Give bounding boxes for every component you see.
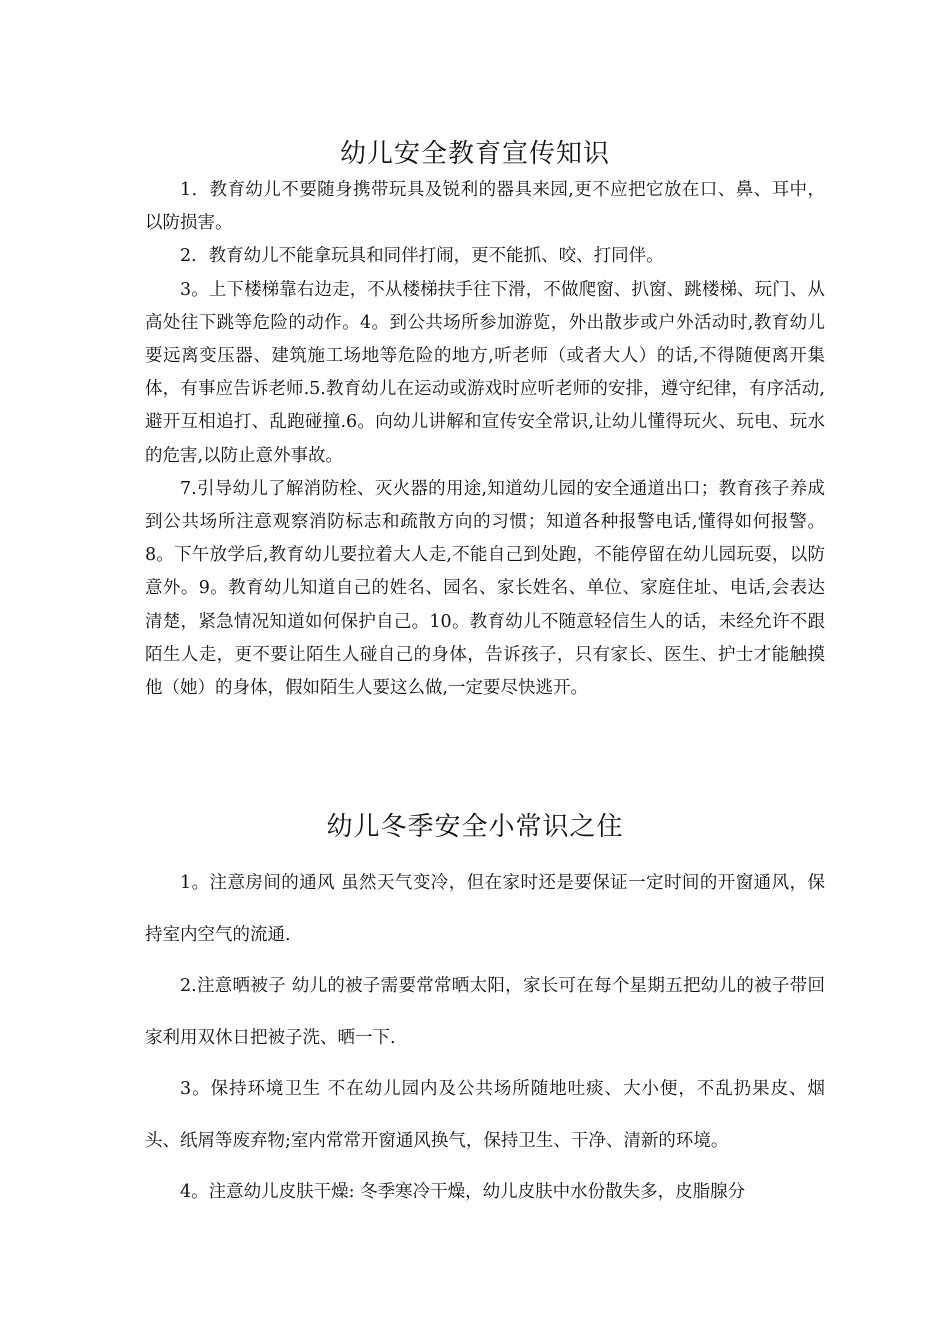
winter-paragraph-1: 1。注意房间的通风 虽然天气变冷，但在家时还是要保证一定时间的开窗通风，保持室内空气的流通. <box>145 873 825 945</box>
winter-paragraph-2: 2.注意晒被子 幼儿的被子需要常常晒太阳，家长可在每个星期五把幼儿的被子带回家利用双休日把被子洗、晒一下. <box>145 976 825 1048</box>
safety-knowledge-section <box>145 174 825 705</box>
section-title-winter: 幼儿冬季安全小常识之住 <box>326 812 624 842</box>
winter-paragraph-4: 4。注意幼儿皮肤干燥: 冬季寒冷干燥，幼儿皮肤中水份散失多，皮脂腺分 <box>180 1182 746 1202</box>
winter-paragraph-3: 3。保持环境卫生 不在幼儿园内及公共场所随地吐痰、大小便，不乱扔果皮、烟头、纸屑等废弃物;室内常常开窗通风换气，保持卫生、干净、清新的环境。 <box>145 1079 825 1151</box>
paragraph-4: 7.引导幼儿了解消防栓、灭火器的用途,知道幼儿园的安全通道出口；教育孩子养成到公共场所注意观察消防标志和疏散方向的习惯；知道各种报警电话,懂得如何报警。8。下午放学后,教育幼儿要拉着大人走,不能自己到处跑，不能停留在幼儿园玩耍，以防意外。9。教育幼儿知道自己的姓名、园名、家长姓名、单位、家庭住址、电话,会表达清楚，紧急情况知道如何保护自己。10。教育幼儿不随意轻信生人的话，未经允许不跟陌生人走，更不要让陌生人碰自己的身体，告诉孩子，只有家长、医生、护士才能触摸他（她）的身体，假如陌生人要这么做,一定要尽快逃开。 <box>145 478 825 699</box>
winter-safety-section <box>145 858 825 1219</box>
paragraph-1: 1．教育幼儿不要随身携带玩具及锐利的器具来园,更不应把它放在口、鼻、耳中，以防损害。 <box>145 180 825 234</box>
section-title: 幼儿安全教育宣传知识 <box>339 139 610 169</box>
paragraph-3: 3。上下楼梯靠右边走，不从楼梯扶手往下滑，不做爬窗、扒窗、跳楼梯、玩门、从高处往下跳等危险的动作。4。到公共场所参加游览，外出散步或户外活动时,教育幼儿要远离变压器、建筑施工场地等危险的地方,听老师（或者大人）的话,不得随便离开集体，有事应告诉老师.5.教育幼儿在运动或游戏时应听老师的安排，遵守纪律，有序活动,避开互相追打、乱跑碰撞.6。向幼儿讲解和宣传安全常识,让幼儿懂得玩火、玩电、玩水的危害,以防止意外事故。 <box>145 279 825 466</box>
paragraph-2: 2．教育幼儿不能拿玩具和同伴打闹，更不能抓、咬、打同伴。 <box>180 246 664 267</box>
